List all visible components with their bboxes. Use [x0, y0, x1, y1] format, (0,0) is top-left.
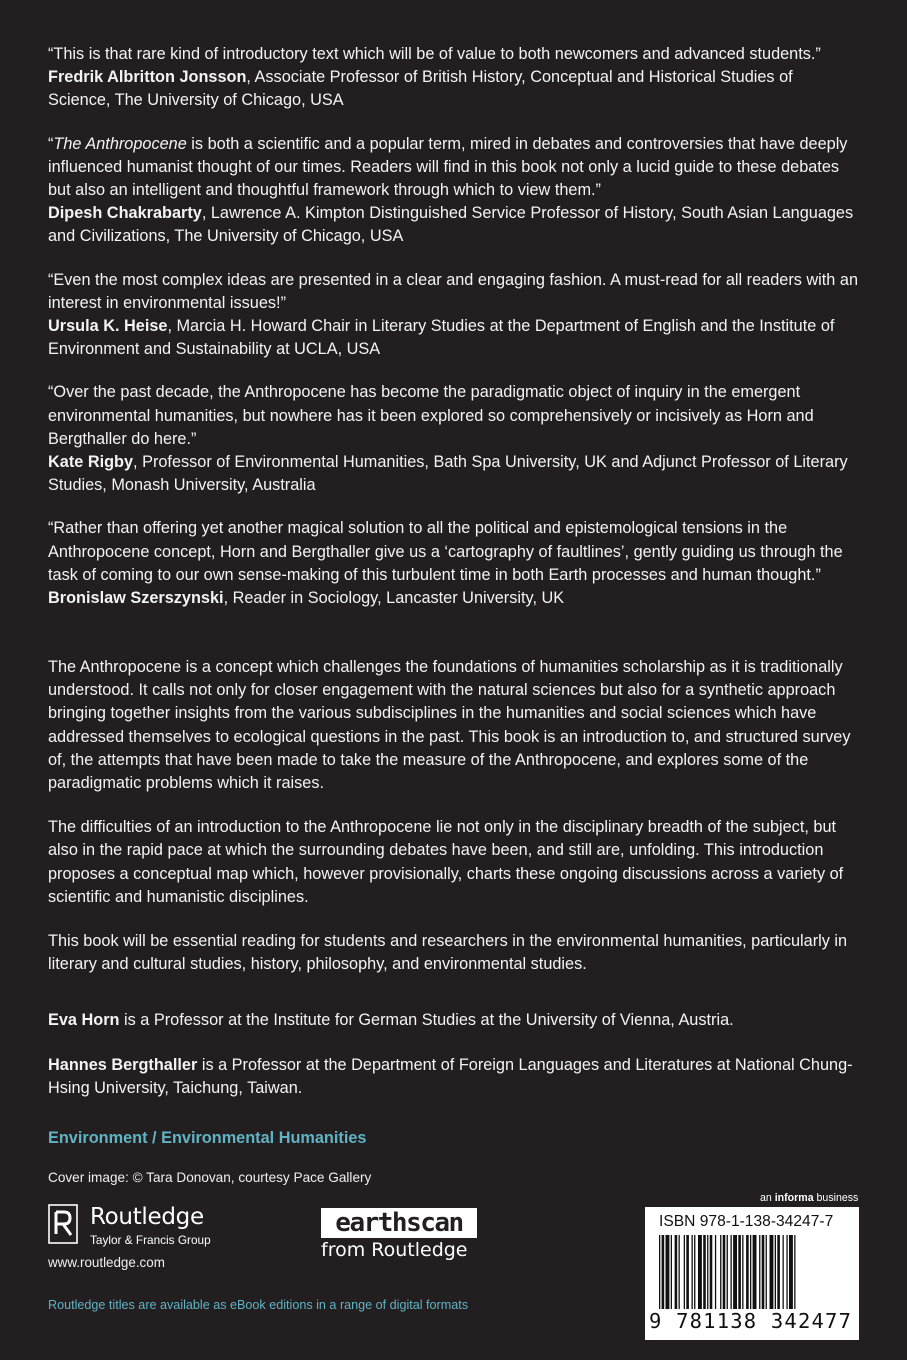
isbn-digits: 9 781138 342477 [649, 1309, 853, 1333]
barcode-bar [694, 1235, 695, 1309]
endorsement-1 [48, 43, 858, 113]
barcode-bar [777, 1235, 780, 1309]
barcode-bar [746, 1235, 749, 1309]
routledge-r-icon [48, 1204, 78, 1244]
barcode-bar [675, 1235, 678, 1309]
endorser-name: Kate Rigby [48, 453, 134, 472]
endorsement-4 [48, 381, 858, 497]
author-bio: Eva Horn is a Professor at the Institute for German Studies at the University of Vienna, Austria. [48, 1011, 734, 1030]
endorser-affiliation: , Associate Professor of British History, Conceptual and Historical Studies of Science, The University of Chicago, USA [48, 68, 793, 110]
endorsement-quote: “Even the most complex ideas are presented in a clear and engaging fashion. A must-read for all readers with an interest in environmental issues!” [48, 270, 858, 312]
endorser-affiliation: , Professor of Environmental Humanities, Bath Spa University, UK and Adjunct Professor of Literary Studies, Monash University, Australia [48, 453, 848, 495]
barcode-bar [731, 1235, 732, 1309]
subject-category: Environment / Environmental Humanities [48, 1129, 367, 1147]
barcode-bar [723, 1235, 726, 1309]
barcode-bar [727, 1235, 728, 1309]
barcode-bar [662, 1235, 665, 1309]
barcode-bar [720, 1235, 721, 1309]
informa-business: an informa business [760, 1192, 859, 1204]
barcode-bar [686, 1235, 689, 1309]
author-name: Hannes Bergthaller [48, 1055, 198, 1074]
routledge-logo [48, 1204, 248, 1247]
author-bio: Hannes Bergthaller is a Professor at the Department of Foreign Languages and Literatures at National Chung-Hsing University, Taichung, Taiwan. [48, 1055, 853, 1097]
routledge-group: Taylor & Francis Group [90, 1233, 211, 1247]
endorser-name: Bronislaw Szerszynski [48, 589, 224, 608]
barcode-bar [659, 1235, 660, 1309]
earthscan-logo [321, 1208, 481, 1260]
description-paragraph: The Anthropocene is a concept which challenges the foundations of humanities scholarship as it is traditionally understood. It calls not only for closer engagement with the natural sciences but also for a synthetic approach bringing together insights from the various subdisciplines in the humanities and social sciences which have addressed themselves to ecological questions in the past. This book is an introduction to, and structured survey of, the attempts that have been made to take the measure of the Anthropocene, and explores some of the paradigmatic problems which it raises. [48, 658, 851, 793]
barcode-bar [666, 1235, 670, 1309]
endorser-affiliation: , Marcia H. Howard Chair in Literary Studies at the Department of English and the Institute of Environment and Sustainability at UCLA, USA [48, 317, 835, 359]
barcode-bar [707, 1235, 708, 1309]
barcode-bar [770, 1235, 774, 1309]
barcode-bar [679, 1235, 680, 1309]
barcode-bar [762, 1235, 765, 1309]
earthscan-wordmark: earthscan [321, 1208, 477, 1238]
barcode-bar [715, 1235, 716, 1309]
routledge-wordmark: Routledge [90, 1204, 204, 1230]
endorsement-attribution [48, 315, 858, 361]
barcode-icon [659, 1235, 847, 1309]
endorsement-quote: “This is that rare kind of introductory text which will be of value to both newcomers and advanced students.” [48, 45, 821, 63]
barcode-bar [684, 1235, 685, 1309]
endorsement-attribution [48, 451, 858, 497]
endorsement-2 [48, 133, 858, 249]
endorser-affiliation: , Reader in Sociology, Lancaster University, UK [223, 589, 565, 608]
barcode-bar [671, 1235, 672, 1309]
barcode-bar [775, 1235, 776, 1309]
barcode-bar [794, 1235, 795, 1309]
barcode-bar [710, 1235, 713, 1309]
publisher-url[interactable]: www.routledge.com [48, 1255, 165, 1270]
endorsement-quote: “The Anthropocene is both a scientific and a popular term, mired in debates and controversies that have deeply influenced humanist thought of our times. Readers will find in this book not only a lucid guide to these debates but also an intelligent and thoughtful framework through which to view them.” [48, 134, 848, 200]
description-paragraph: The difficulties of an introduction to the Anthropocene lie not only in the disciplinary breadth of the subject, but also in the rapid pace at which the surrounding debates have been, and still are, unfolding. This introduction proposes a conceptual map which, however provisionally, charts these ongoing discussions across a variety of scientific and humanistic disciplines. [48, 818, 844, 906]
isbn-barcode [645, 1207, 859, 1340]
endorsement-attribution [48, 587, 858, 610]
endorsement-attribution [48, 202, 858, 248]
book-title-italic: The Anthropocene [53, 134, 187, 153]
cover-image-credit: Cover image: © Tara Donovan, courtesy Pace Gallery [48, 1170, 372, 1185]
barcode-bar [786, 1235, 787, 1309]
ebook-note: Routledge titles are available as eBook editions in a range of digital formats [48, 1298, 469, 1312]
earthscan-from: from Routledge [321, 1239, 468, 1261]
endorser-name: Dipesh Chakrabarty [48, 204, 202, 223]
isbn-label: ISBN 978-1-138-34247-7 [659, 1213, 834, 1230]
barcode-bar [692, 1235, 693, 1309]
barcode-bar [738, 1235, 741, 1309]
endorser-name: Ursula K. Heise [48, 317, 168, 336]
barcode-bar [750, 1235, 751, 1309]
endorser-name: Fredrik Albritton Jonsson [48, 68, 247, 87]
book-description [48, 656, 858, 1121]
endorser-affiliation: , Lawrence A. Kimpton Distinguished Service Professor of History, South Asian Languages and Civilizations, The University of Chicago, USA [48, 204, 854, 246]
barcode-bar [753, 1235, 757, 1309]
description-paragraph: This book will be essential reading for students and researchers in the environmental humanities, particularly in literary and cultural studies, history, philosophy, and environmental studies. [48, 932, 848, 974]
endorsement-5 [48, 517, 858, 610]
barcode-bar [789, 1235, 793, 1309]
endorsements [48, 43, 858, 630]
author-name: Eva Horn [48, 1011, 120, 1030]
barcode-bar [733, 1235, 737, 1309]
barcode-bar [698, 1235, 702, 1309]
barcode-bar [766, 1235, 767, 1309]
barcode-bar [742, 1235, 743, 1309]
barcode-bar [759, 1235, 760, 1309]
endorsement-attribution [48, 66, 858, 112]
endorsement-quote: “Rather than offering yet another magical solution to all the political and epistemological tensions in the Anthropocene concept, Horn and Bergthaller give us a ‘cartography of faultlines’, gently guiding us through the task of coming to our own sense-making of this turbulent time in both Earth processes and human thought.” [48, 519, 843, 584]
endorsement-3 [48, 269, 858, 362]
endorsement-quote: “Over the past decade, the Anthropocene has become the paradigmatic object of inquiry in the emergent environmental humanities, but nowhere has it been explored so comprehensively or incisively as Horn and Bergthaller do here.” [48, 383, 814, 448]
barcode-bar [783, 1235, 784, 1309]
barcode-bar [703, 1235, 706, 1309]
